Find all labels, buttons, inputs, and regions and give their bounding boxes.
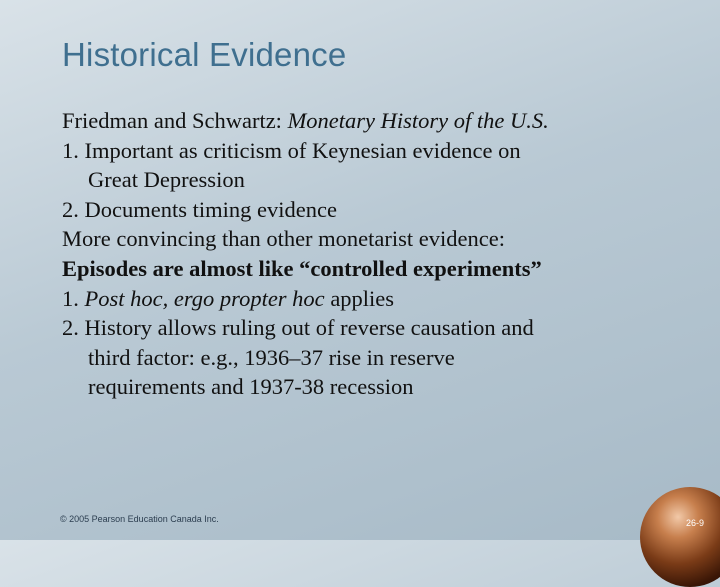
post-hoc-number: 1. [62, 285, 85, 311]
body-line-history-cont-1: third factor: e.g., 1936–37 rise in reserve [88, 344, 455, 370]
slide-body [62, 106, 702, 402]
episodes-bold-text: Episodes are almost like “controlled experiments” [62, 255, 542, 281]
page-number: 26-9 [686, 518, 705, 528]
body-line-history: 2. History allows ruling out of reverse causation and [62, 315, 534, 341]
slide-title: Historical Evidence [62, 36, 347, 73]
body-line-convincing: More convincing than other monetarist evidence: [62, 226, 505, 252]
body-line-point-1-cont: Great Depression [88, 167, 245, 193]
body-line-point-2: 2. Documents timing evidence [62, 196, 337, 222]
body-line-episodes [62, 254, 702, 284]
body-line-history-cont-2: requirements and 1937-38 recession [88, 374, 414, 400]
post-hoc-suffix: applies [324, 285, 395, 311]
body-line-post-hoc [62, 284, 702, 314]
body-line-source [62, 106, 702, 136]
decorative-orb [640, 487, 720, 587]
body-line-point-1: 1. Important as criticism of Keynesian evidence on [62, 137, 521, 163]
source-authors: Friedman and Schwartz: [62, 108, 288, 133]
copyright-footer: © 2005 Pearson Education Canada Inc. [60, 514, 219, 524]
source-book-title: Monetary History of the U.S. [287, 108, 549, 133]
post-hoc-phrase: Post hoc, ergo propter hoc [84, 285, 325, 311]
